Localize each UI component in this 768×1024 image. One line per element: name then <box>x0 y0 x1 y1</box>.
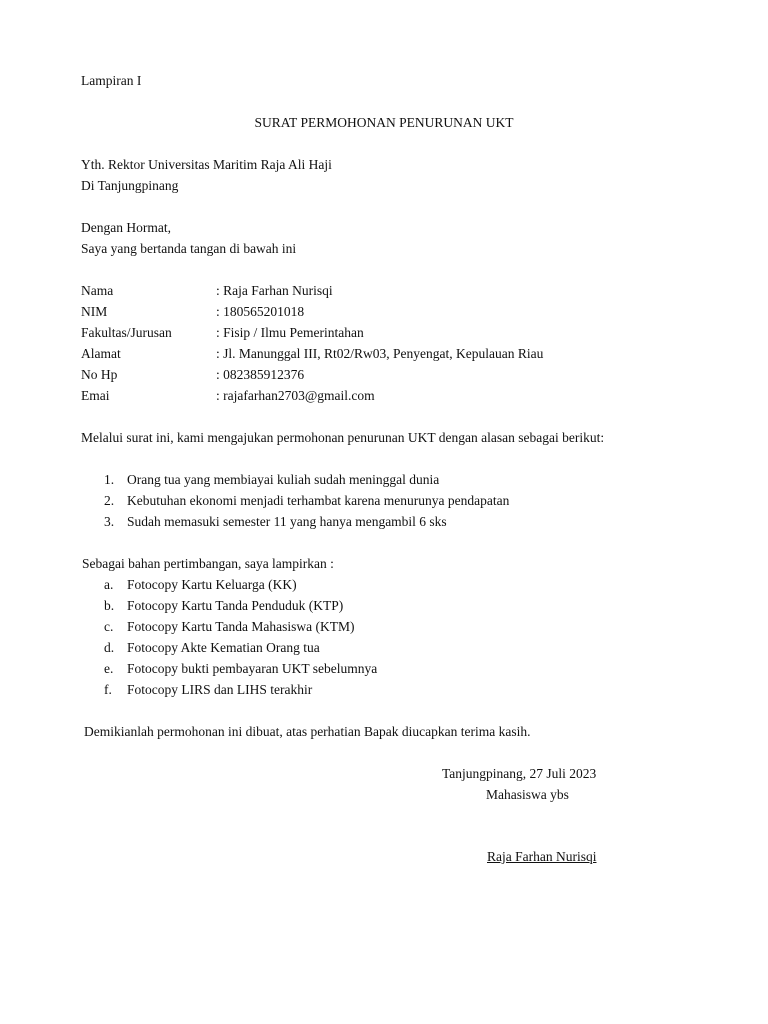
signer-name: Raja Farhan Nurisqi <box>487 849 597 864</box>
letter-title: SURAT PERMOHONAN PENURUNAN UKT <box>254 115 514 130</box>
field-value-nim: : 180565201018 <box>216 304 305 319</box>
field-label-nohp: No Hp <box>81 367 118 382</box>
attachment-item: Fotocopy Kartu Keluarga (KK) <box>127 577 297 592</box>
signer-role: Mahasiswa ybs <box>486 787 569 802</box>
field-value-alamat: : Jl. Manunggal III, Rt02/Rw03, Penyengat, Kepulauan Riau <box>216 346 544 361</box>
field-label-nama: Nama <box>81 283 114 298</box>
attachment-marker: f. <box>104 682 112 697</box>
field-label-nim: NIM <box>81 304 108 319</box>
attachment-item: Fotocopy Kartu Tanda Mahasiswa (KTM) <box>127 619 355 634</box>
attachments-intro: Sebagai bahan pertimbangan, saya lampirkan : <box>82 556 334 571</box>
reason-item: Orang tua yang membiayai kuliah sudah meninggal dunia <box>127 472 440 487</box>
field-label-email: Emai <box>81 388 110 403</box>
field-value-email: : rajafarhan2703@gmail.com <box>216 388 375 403</box>
place-date: Tanjungpinang, 27 Juli 2023 <box>442 766 597 781</box>
attachment-item: Fotocopy LIRS dan LIHS terakhir <box>127 682 313 697</box>
attachment-marker: a. <box>104 577 114 592</box>
intro-text: Saya yang bertanda tangan di bawah ini <box>81 241 297 256</box>
attachment-item: Fotocopy Akte Kematian Orang tua <box>127 640 320 655</box>
reason-marker: 2. <box>104 493 115 508</box>
recipient-line-1: Yth. Rektor Universitas Maritim Raja Ali Haji <box>81 157 332 172</box>
greeting: Dengan Hormat, <box>81 220 171 235</box>
appendix-label: Lampiran I <box>81 73 142 88</box>
closing-text: Demikianlah permohonan ini dibuat, atas perhatian Bapak diucapkan terima kasih. <box>84 724 531 739</box>
field-value-fakultas: : Fisip / Ilmu Pemerintahan <box>216 325 364 340</box>
attachment-item: Fotocopy bukti pembayaran UKT sebelumnya <box>127 661 378 676</box>
reason-item: Sudah memasuki semester 11 yang hanya mengambil 6 sks <box>127 514 447 529</box>
attachment-marker: d. <box>104 640 115 655</box>
field-value-nama: : Raja Farhan Nurisqi <box>216 283 333 298</box>
reason-marker: 1. <box>104 472 115 487</box>
field-value-nohp: : 082385912376 <box>216 367 305 382</box>
field-label-alamat: Alamat <box>81 346 121 361</box>
attachment-item: Fotocopy Kartu Tanda Penduduk (KTP) <box>127 598 344 613</box>
attachment-marker: e. <box>104 661 114 676</box>
field-label-fakultas: Fakultas/Jurusan <box>81 325 172 340</box>
attachment-marker: b. <box>104 598 115 613</box>
reason-intro: Melalui surat ini, kami mengajukan permohonan penurunan UKT dengan alasan sebagai berikut: <box>81 430 605 445</box>
recipient-line-2: Di Tanjungpinang <box>81 178 179 193</box>
attachment-marker: c. <box>104 619 114 634</box>
reason-item: Kebutuhan ekonomi menjadi terhambat karena menurunya pendapatan <box>127 493 510 508</box>
reason-marker: 3. <box>104 514 115 529</box>
